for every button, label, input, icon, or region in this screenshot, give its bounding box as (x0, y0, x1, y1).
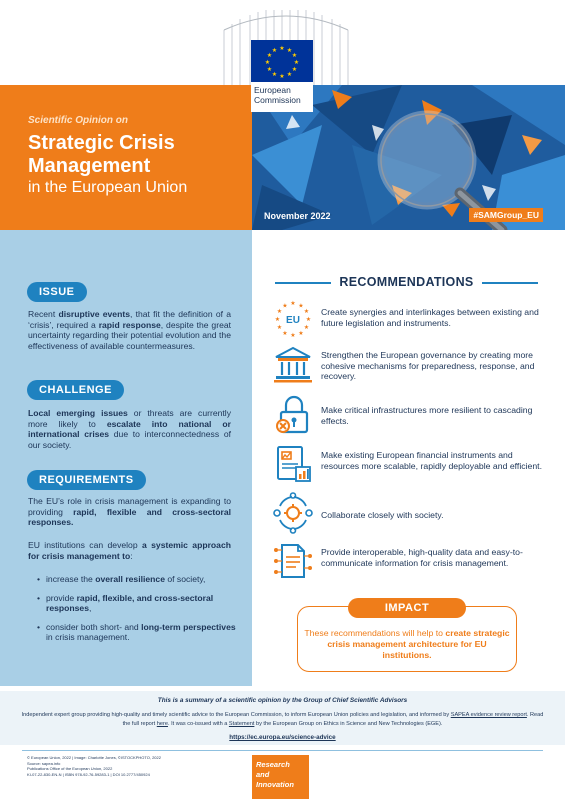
svg-text:★: ★ (303, 308, 310, 315)
impact-pill: IMPACT (348, 598, 466, 618)
svg-text:★: ★ (286, 71, 293, 78)
recommendations-heading (275, 273, 538, 293)
sapea-report-link[interactable]: SAPEA evidence review report (450, 712, 527, 718)
list-item: • provide rapid, flexible, and cross-sectoral responses, (46, 593, 236, 614)
science-advice-link[interactable]: https://ec.europa.eu/science-advice (229, 734, 336, 741)
logo-line-2: Commission (254, 95, 301, 105)
recommendation-4: Make existing European financial instruments and resources more scalable, rapidly deployable and efficient. (321, 450, 543, 471)
svg-text:★: ★ (298, 302, 304, 310)
svg-text:★: ★ (290, 332, 296, 339)
logo-text (254, 85, 301, 105)
page-subtitle: in the European Union (28, 179, 188, 196)
svg-text:★: ★ (291, 52, 298, 59)
svg-text:★: ★ (282, 302, 288, 310)
svg-text:★: ★ (282, 330, 288, 337)
svg-text:★: ★ (279, 73, 285, 80)
full-report-link[interactable]: here (156, 721, 168, 727)
issue-pill: ISSUE (27, 282, 87, 302)
svg-text:★: ★ (303, 324, 310, 331)
data-document-icon (272, 540, 314, 582)
footer-divider (22, 750, 543, 751)
svg-text:★: ★ (293, 59, 300, 66)
recommendation-5: Collaborate closely with society. (321, 510, 444, 520)
european-commission-logo (251, 40, 313, 112)
legal-line: © European Union, 2022 | Image: Charlotte Jones, ©ISTOCKPHOTO, 2022 (27, 755, 161, 760)
requirements-approach: EU institutions can develop a systemic approach for crisis management to: (28, 540, 231, 561)
recommendation-3: Make critical infrastructures more resilient to cascading effects. (321, 405, 533, 426)
svg-text:★: ★ (276, 308, 283, 315)
institution-building-icon (272, 343, 314, 385)
requirements-list (46, 574, 236, 651)
title-line-2: Management (28, 155, 151, 177)
padlock-warning-icon (272, 394, 314, 436)
recommendation-1: Create synergies and interlinkages between existing and future legislation and instruments. (321, 307, 539, 328)
hashtag-badge: #SAMGroup_EU (469, 208, 543, 222)
recommendations-title: RECOMMENDATIONS (339, 275, 474, 289)
svg-text:★: ★ (298, 330, 304, 337)
people-cycle-icon (272, 492, 314, 534)
research-innovation-tag (252, 755, 309, 799)
challenge-pill: CHALLENGE (27, 380, 124, 400)
publication-date: November 2022 (264, 211, 331, 221)
requirements-pill: REQUIREMENTS (27, 470, 146, 490)
title-banner (0, 85, 252, 230)
issue-text: Recent disruptive events, that fit the definition of a ‘crisis’, required a rapid response, despite the great uncertainty regarding their potential evolution and the effectiveness of available countermeasures. (28, 309, 232, 351)
research-line-1: Research and (256, 760, 290, 779)
financial-report-icon (272, 443, 314, 485)
logo-line-1: European (254, 85, 291, 95)
svg-text:★: ★ (266, 52, 273, 59)
svg-text:★: ★ (266, 66, 273, 73)
page-title (28, 132, 238, 178)
summary-body: Independent expert group providing high-quality and timely scientific advice to the European Commission, to inform European Union policies and legislation, and informed by SAPEA evidence review report. Read the full report here. It was co-issued with a Statement by the European Group on Ethics in Science and New Technologies (EGE). (21, 712, 544, 727)
legal-line: Source: sapea.info (27, 760, 61, 766)
svg-text:★: ★ (305, 316, 312, 323)
kicker: Scientific Opinion on (28, 115, 128, 126)
svg-text:★: ★ (271, 47, 278, 54)
research-line-2: Innovation (256, 780, 294, 789)
svg-text:★: ★ (286, 47, 293, 54)
statement-link[interactable]: Statement (228, 721, 255, 727)
recommendation-2: Strengthen the European governance by creating more cohesive mechanisms for preparedness, response, and recovery. (321, 350, 535, 381)
eu-stars-icon (272, 298, 314, 340)
svg-text:★: ★ (276, 324, 283, 331)
legal-info (27, 755, 227, 777)
logo-area (0, 0, 565, 105)
requirements-intro: The EU’s role in crisis management is expanding to providing rapid, flexible and cross-sectoral responses. (28, 496, 231, 527)
svg-text:★: ★ (290, 300, 296, 307)
svg-text:★: ★ (264, 59, 271, 66)
list-item: • increase the overall resilience of society, (46, 574, 236, 585)
svg-text:★: ★ (279, 45, 285, 52)
legal-line: KI-07-22-830-EN-N | ISBN 978-92-76-59283-1 | DOI 10.2777/450924 (27, 771, 150, 777)
challenge-text: Local emerging issues or threats are currently more likely to escalate into national or international crises due to interconnectedness of our society. (28, 408, 232, 450)
legal-line: Publications Office of the European Union, 2022 (27, 766, 113, 772)
list-item: • consider both short- and long-term perspectives in crisis management. (46, 622, 236, 643)
svg-text:EU: EU (286, 315, 300, 326)
impact-text: These recommendations will help to create strategic crisis management architecture for EU institutions. (304, 628, 510, 660)
summary-title: This is a summary of a scientific opinion by the Group of Chief Scientific Advisors (157, 697, 408, 704)
recommendation-6: Provide interoperable, high-quality data and easy-to-communicate information for crisis management. (321, 547, 523, 568)
eu-flag-icon (251, 40, 313, 82)
svg-text:★: ★ (274, 316, 281, 323)
svg-text:★: ★ (291, 66, 298, 73)
svg-text:★: ★ (271, 71, 278, 78)
title-line-1: Strategic Crisis (28, 132, 175, 154)
